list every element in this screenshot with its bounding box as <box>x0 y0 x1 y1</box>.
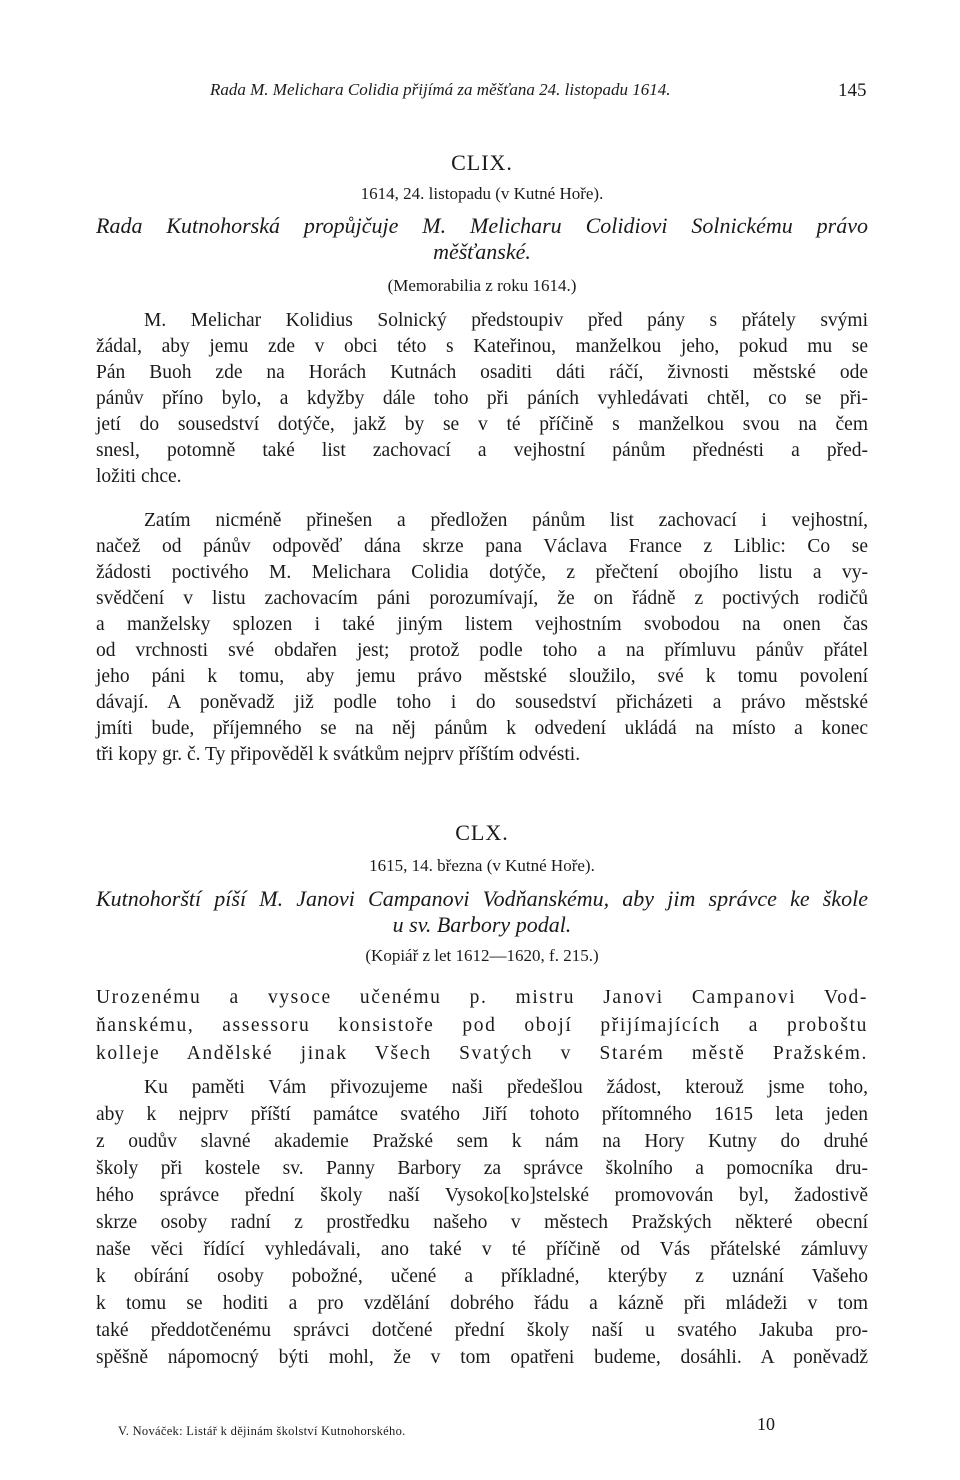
text-line: pánův příno bylo, a kdyžby dále toho při páních vyhledávati chtěl, co se při- <box>96 388 868 409</box>
doc2-address <box>96 984 868 1068</box>
text-line: ložiti chce. <box>96 466 182 487</box>
doc2-date-place: 1615, 14. března (v Kutné Hoře). <box>369 856 595 875</box>
text-line: aby k nejprv příští památce svatého Jiří tohoto přítomného 1615 leta jeden <box>96 1104 868 1125</box>
text-line: naše věci řídící vyhledávali, ano také v té příčině od Vás přátelské zámluvy <box>96 1239 868 1260</box>
text-line: spěšně nápomocný býti mohl, že v tom opatřeni budeme, dosáhli. A poněvadž <box>96 1347 868 1368</box>
text-line: od vrchnosti své obdařen jest; protož podle toho a na přímluvu pánův přátel <box>96 640 868 661</box>
doc1-date-place: 1614, 24. listopadu (v Kutné Hoře). <box>360 184 604 203</box>
doc2-source: (Kopiář z let 1612—1620, f. 215.) <box>365 946 599 965</box>
doc1-source: (Memorabilia z roku 1614.) <box>387 276 577 295</box>
text-line: svědčení v listu zachovacím páni porozumívají, že on řádně z poctivých rodičů <box>96 588 868 609</box>
text-line: jetí do sousedství dotýče, jakž by se v té příčině s manželkou svou na čem <box>96 414 868 435</box>
doc2-number: CLX. <box>455 820 509 845</box>
footer-citation: V. Nováček: Listář k dějinám školství Kutnohorského. <box>118 1424 406 1438</box>
text-line: jeho páni k tomu, aby jemu právo městské sloužilo, své k tomu povolení <box>96 666 868 687</box>
text-line: žádosti poctivého M. Melichara Colidia dotýče, z přečtení obojího listu a vy- <box>96 562 868 583</box>
text-line: dávají. A poněvadž již podle toho i do sousedství přicházeti a právo městské <box>96 692 868 713</box>
doc1-title <box>96 213 868 265</box>
text-line: snesl, potomně také list zachovací a vejhostní pánům přednésti a před- <box>96 440 868 461</box>
running-head: Rada M. Melichara Colidia přijímá za měšťana 24. listopadu 1614. <box>210 80 671 99</box>
text-line: M. Melichar Kolidius Solnický předstoupiv před pány s přátely svými <box>144 310 868 331</box>
text-line: skrze osoby radní z prostředku našeho v městech Pražských některé obecní <box>96 1212 868 1233</box>
doc2-paragraph-1 <box>96 1074 868 1371</box>
text-line: školy při kostele sv. Panny Barbory za správce školního a pomocníka dru- <box>96 1158 868 1179</box>
text-line: také předdotčenému správci dotčené přední školy naší u svatého Jakuba pro- <box>96 1320 868 1341</box>
text-line: hého správce přední školy naší Vysoko[ko]stelské promovován byl, žadostivě <box>96 1185 868 1206</box>
doc1-title-line: měšťanské. <box>433 239 531 264</box>
doc2-title-line: Kutnohorští píší M. Janovi Campanovi Vodňanskému, aby jim správce ke škole <box>96 886 868 911</box>
text-line: jmíti bude, příjemného se na něj pánům k odvedení ukládá na místo a konec <box>96 718 868 739</box>
text-line: Pán Buoh zde na Horách Kutnách osaditi dáti ráčí, živnosti městské ode <box>96 362 868 383</box>
text-line: a manželsky splozen i také jiným listem vejhostním svobodou na onen čas <box>96 614 868 635</box>
text-line: ňanskému, assessoru konsistoře pod obojí přijímajících a proboštu <box>96 1015 868 1036</box>
text-line: žádal, aby jemu zde v obci této s Kateřinou, manželkou jeho, pokud mu se <box>96 336 868 357</box>
text-line: Zatím nicméně přinešen a předložen pánům list zachovací i vejhostní, <box>144 510 868 531</box>
text-line: k tomu se hoditi a pro vzdělání dobrého řádu a kázně při mládeži v tom <box>96 1293 868 1314</box>
text-line: Ku paměti Vám přivozujeme naši předešlou žádost, kterouž jsme toho, <box>144 1077 868 1098</box>
doc1-number: CLIX. <box>451 150 513 175</box>
doc1-paragraph-1 <box>96 308 868 490</box>
text-line: k obírání osoby pobožné, učené a příkladné, kterýby z uznání Vašeho <box>96 1266 868 1287</box>
signature-mark: 10 <box>757 1414 775 1434</box>
doc2-title <box>96 886 868 938</box>
doc2-title-line: u sv. Barbory podal. <box>392 912 572 937</box>
doc1-title-line: Rada Kutnohorská propůjčuje M. Melicharu Colidiovi Solnickému právo <box>96 213 868 238</box>
text-line: načež od pánův odpověď dána skrze pana Václava France z Liblic: Co se <box>96 536 868 557</box>
text-line: Urozenému a vysoce učenému p. mistru Janovi Campanovi Vod- <box>96 987 868 1008</box>
text-line: tři kopy gr. č. Ty připověděl k svátkům nejprv příštím odvésti. <box>96 744 581 765</box>
text-line: z oudův slavné akademie Pražské sem k nám na Hory Kutny do druhé <box>96 1131 868 1152</box>
doc1-paragraph-2 <box>96 508 868 768</box>
page-number: 145 <box>838 80 867 101</box>
text-line: kolleje Andělské jinak Všech Svatých v Starém městě Pražském. <box>96 1043 868 1064</box>
